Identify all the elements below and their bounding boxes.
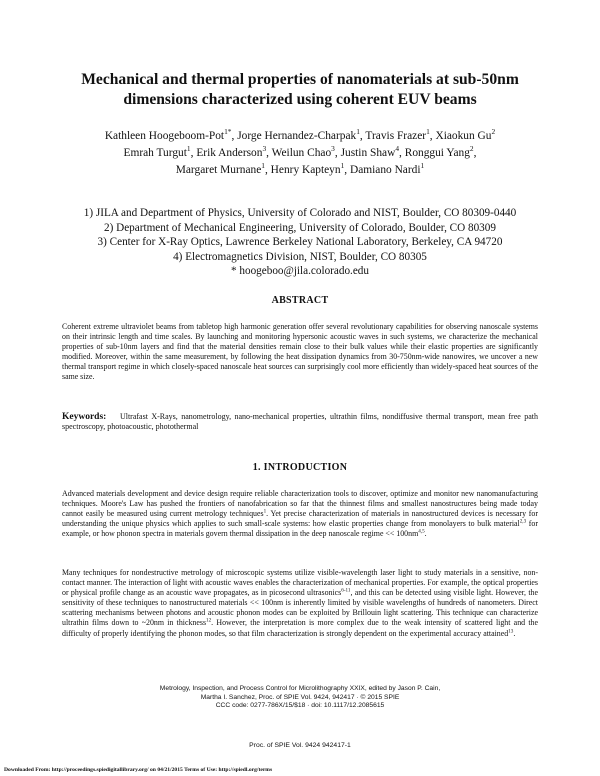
author-name: Xiaokun Gu	[435, 130, 492, 142]
citation-mark: 1	[263, 508, 267, 515]
author-affil-mark: 1*	[224, 127, 232, 137]
intro-p1-text: . Yet precise characterization of materials in nanostructured devices is necessary for understanding the unique physics which applies to such small-scale systems: how elastic properties change from monolayers to bulk material	[62, 509, 539, 529]
author-affil-mark: 1	[420, 161, 425, 171]
affiliation-2: 2) Department of Mechanical Engineering, University of Colorado, Boulder, CO 80309	[104, 221, 496, 234]
introduction-heading: 1. INTRODUCTION	[252, 462, 348, 473]
citation-mark: 4,5	[418, 528, 425, 535]
affiliation-4: 4) Electromagnetics Division, NIST, Boulder, CO 80305	[173, 250, 427, 263]
intro-paragraph-2	[62, 568, 538, 639]
author-affil-mark: 3	[331, 144, 335, 154]
page-number: Proc. of SPIE Vol. 9424 942417-1	[249, 742, 351, 749]
intro-p1-text: .	[424, 529, 427, 539]
download-notice: Downloaded From: http://proceedings.spiedigitallibrary.org/ on 04/21/2015 Terms of Use: http://spiedl.org/terms	[4, 767, 273, 773]
keywords-label: Keywords:	[62, 412, 107, 422]
author-affil-mark: 1	[426, 127, 430, 137]
citation-mark: 12	[206, 617, 212, 624]
author-affil-mark: 1	[186, 144, 191, 154]
author-affil-mark: 2	[491, 127, 496, 137]
footnote-line-1: Metrology, Inspection, and Process Control for Microlithography XXIX, edited by Jason P. Cain,	[159, 685, 441, 692]
author-name: Emrah Turgut	[123, 147, 187, 159]
author-name: Travis Frazer	[365, 130, 427, 142]
author-affil-mark: 1	[356, 127, 360, 137]
author-name: Margaret Murnane	[175, 164, 262, 176]
author-name: Weilun Chao	[271, 147, 332, 159]
title-line-1: Mechanical and thermal properties of nanomaterials at sub-50nm	[81, 71, 519, 88]
footnote-line-2: Martha I. Sanchez, Proc. of SPIE Vol. 9424, 942417 · © 2015 SPIE	[200, 693, 400, 701]
abstract-text: Coherent extreme ultraviolet beams from tabletop high harmonic generation offer several revolutionary capabilities for observing nanoscale systems on their intrinsic length and time scales. By launching and monitoring hypersonic acoustic waves in such systems, we characterize the mechanical properties of sub-10nm layers and find that the material densities remain close to their bulk values while their elastic properties are significantly modified. Moreover, within the same measurement, by following the heat dissipation dynamics from 30-750nm-wide nanowires, we uncover a new thermal transport regime in which closely-spaced nanoscale heat sources can surprisingly cool more efficiently than widely-spaced heat sources of the same size.	[62, 322, 538, 382]
affiliation-3: 3) Center for X-Ray Optics, Lawrence Berkeley National Laboratory, Berkeley, CA 94720	[97, 236, 503, 249]
abstract-heading: ABSTRACT	[271, 295, 329, 306]
title-line-2: dimensions characterized using coherent EUV beams	[123, 91, 477, 108]
intro-p2-text: Many techniques for nondestructive metrology of microscopic systems utilize visible-wavelength laser light to study materials in a sensitive, non-contact manner. The interaction of light with acoustic waves enables the characterization of mechanical properties. For example, the optical properties or physical profile change as an acoustic wave propagates, as in picosecond ultrasonics	[62, 568, 538, 598]
author-affil-mark: 4	[395, 144, 400, 154]
author-name: Ronggui Yang	[404, 147, 470, 159]
author-affil-mark: 2	[469, 144, 474, 154]
author-name: Kathleen Hoogeboom-Pot	[104, 130, 225, 142]
intro-p2-text: .	[513, 628, 516, 638]
intro-p2-text: . However, the interpretation is more complex due to the weak intensity of scattered light and the difficulty of properly identifying the phonon modes, so that film characterization is strongly dependent on the experimental accuracy attained	[62, 618, 538, 638]
intro-paragraph-1	[62, 489, 538, 539]
paper-title	[40, 70, 560, 110]
author-name: Jorge Hernandez-Charpak	[237, 130, 357, 142]
affiliation-list	[30, 206, 570, 279]
footnote-line-3: CCC code: 0277-786X/15/$18 · doi: 10.1117/12.2085615	[215, 702, 385, 710]
citation-mark: 2,3	[519, 518, 527, 525]
author-name: Erik Anderson	[196, 147, 263, 159]
intro-p1-text: Advanced materials development and device design require reliable characterization tools to discover, optimize and monitor new nanomanufacturing techniques. Moore's Law has pushed the frontiers of nanofabrication so far that the thinnest films and smallest nanostructures being made today cannot easily be measured using current metrology techniques	[62, 489, 538, 519]
citation-mark: 13	[508, 627, 514, 634]
publication-footnote	[100, 685, 500, 711]
keywords-text: Ultrafast X-Rays, nanometrology, nano-mechanical properties, ultrathin films, nondiffusive thermal transport, mean free path spectroscopy, photoacoustic, photothermal	[62, 412, 539, 432]
author-affil-mark: 1	[340, 161, 345, 171]
author-name: Damiano Nardi	[349, 164, 421, 176]
author-name: Justin Shaw	[340, 147, 396, 159]
author-line-3: Margaret Murnane$^1$, Henry Kapteyn$^1$, Damiano Nardi$^1$	[175, 161, 425, 176]
author-list	[40, 128, 560, 179]
author-line-1: Kathleen Hoogeboom-Pot$^{1*}$, Jorge Hernandez-Charpak$^1$, Travis Frazer$^1$, Xiaokun Gu$^2$	[104, 127, 496, 142]
author-name: Henry Kapteyn	[270, 164, 341, 176]
citation-mark: 6-11	[341, 587, 351, 594]
corresponding-email: * hoogeboo@jila.colorado.edu	[231, 265, 369, 278]
author-affil-mark: 3	[262, 144, 267, 154]
intro-p2-text: , and this can be detected using visible light. However, the sensitivity of these techniques to nanostructured materials << 100nm is inherently limited by visible wavelengths of hundreds of nanometers. Direct scattering mechanisms between photons and acoustic phonon modes can be exploited by Brillouin light scattering. This technique can characterize ultrathin films down to ~20nm in thickness	[62, 588, 538, 628]
affiliation-1: 1) JILA and Department of Physics, University of Colorado and NIST, Boulder, CO 80309-0440	[83, 207, 517, 219]
keywords	[62, 412, 538, 432]
intro-p1-text: for example, or how phonon spectra in materials govern thermal dissipation in the deep nanoscale regime << 100nm	[62, 519, 538, 539]
author-affil-mark: 1	[261, 161, 265, 171]
author-line-2: Emrah Turgut$^1$, Erik Anderson$^3$, Weilun Chao$^3$, Justin Shaw$^4$, Ronggui Yang$^2$,	[123, 144, 477, 159]
